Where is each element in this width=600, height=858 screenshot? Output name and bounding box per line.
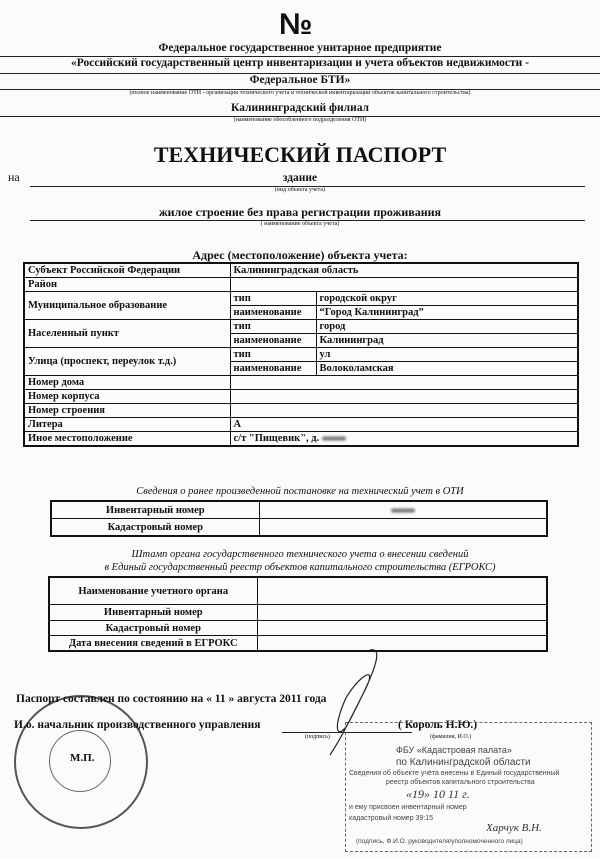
other-location-cell <box>230 432 578 447</box>
object-kind-note: (вид объекта учета) <box>275 187 325 193</box>
stamp-line: реестр объектов капитального строительства <box>386 779 535 786</box>
litera-label: Литера <box>24 418 230 432</box>
inventory-value <box>259 501 547 519</box>
stamp-line: (подпись, Ф.И.О. руководителя/уполномоченного лица) <box>356 838 523 845</box>
other-location-label: Иное местоположение <box>24 432 230 447</box>
authority-label: Наименование учетного органа <box>49 577 257 605</box>
compiled-date: Паспорт составлен по состоянию на « 11 » августа 2011 года <box>16 693 327 705</box>
settlement-type: город <box>316 320 578 334</box>
building-value <box>230 404 578 418</box>
signer-name: ( Король Н.Ю.) <box>398 719 478 731</box>
cadastral-label: Кадастровый номер <box>49 621 257 636</box>
cadastral-label: Кадастровый номер <box>51 519 259 537</box>
number-sign: № <box>279 8 313 41</box>
stamp-line: кадастровый номер 39:15 <box>349 815 434 822</box>
cadastral-value <box>257 621 547 636</box>
name-label: наименование <box>230 306 316 320</box>
subject-label: Субъект Российской Федерации <box>24 263 230 278</box>
district-value <box>230 278 578 292</box>
house-value <box>230 376 578 390</box>
prior-registration-heading: Сведения о ранее произведенной постановке на технический учет в ОТИ <box>136 486 464 497</box>
branch-note: (наименование обособленного подразделения ОТИ) <box>233 117 367 123</box>
object-name: жилое строение без права регистрации проживания <box>158 205 442 219</box>
house-label: Номер дома <box>24 376 230 390</box>
date-label: Дата внесения сведений в ЕГРОКС <box>49 636 257 652</box>
stamp-line: Сведения об объекте учёта внесены в Единый государственный <box>349 770 560 777</box>
street-type: ул <box>316 348 578 362</box>
type-label: тип <box>230 320 316 334</box>
address-heading: Адрес (местоположение) объекта учета: <box>192 248 408 262</box>
stamp-signature: Харчук В.Н. <box>486 822 542 834</box>
type-label: тип <box>230 292 316 306</box>
redacted-mark <box>391 508 415 513</box>
signature-note: (подпись) <box>305 734 330 740</box>
type-label: тип <box>230 348 316 362</box>
corpus-label: Номер корпуса <box>24 390 230 404</box>
org-line-3: Федеральное БТИ» <box>249 74 351 86</box>
name-label: наименование <box>230 362 316 376</box>
org-line-2: «Российский государственный центр инвентаризации и учета объектов недвижимости - <box>71 57 529 69</box>
authority-value <box>257 577 547 605</box>
object-prefix: на <box>8 170 20 184</box>
stamp-date: «19» 10 11 г. <box>406 787 470 801</box>
org-note: (полное наименование ОТИ - организации технического учета и технической инвентаризации объектов капитального строительства) <box>129 90 471 96</box>
subject-value: Калининградская область <box>230 263 578 278</box>
inventory-label: Инвентарный номер <box>49 605 257 621</box>
stamp-line: ФБУ «Кадастровая палата» <box>396 745 512 755</box>
signer-note: (фамилия, И.О.) <box>430 734 472 740</box>
corpus-value <box>230 390 578 404</box>
municipal-type: городской округ <box>316 292 578 306</box>
settlement-label: Населенный пункт <box>24 320 230 348</box>
prior-registration-table <box>50 500 548 537</box>
document-title: ТЕХНИЧЕСКИЙ ПАСПОРТ <box>153 142 447 167</box>
org-line-1: Федеральное государственное унитарное предприятие <box>158 42 442 54</box>
municipal-label: Муниципальное образование <box>24 292 230 320</box>
building-label: Номер строения <box>24 404 230 418</box>
object-kind: здание <box>282 172 318 184</box>
street-label: Улица (проспект, переулок т.д.) <box>24 348 230 376</box>
district-label: Район <box>24 278 230 292</box>
object-name-note: ( наименование объекта учета) <box>260 221 340 227</box>
cadastral-value <box>259 519 547 537</box>
stamp-line: и ему присвоен инвентарный номер <box>349 804 467 811</box>
redacted-mark <box>322 436 346 441</box>
street-name: Волоколамская <box>316 362 578 376</box>
branch-name: Калининградский филиал <box>231 102 369 114</box>
inventory-label: Инвентарный номер <box>51 501 259 519</box>
stamp-line: по Калининградской области <box>396 757 531 768</box>
name-label: наименование <box>230 334 316 348</box>
registration-stamp <box>345 722 592 852</box>
signer-position: И.о. начальник производственного управления <box>14 719 261 731</box>
egroks-heading-1: Штамп органа государственного технического учета о внесении сведений <box>131 549 469 560</box>
address-table <box>23 262 579 447</box>
other-location-value: с/т "Пищевик", д. <box>233 433 320 444</box>
inventory-value <box>257 605 547 621</box>
municipal-name: “Город Калининград” <box>316 306 578 320</box>
litera-value: А <box>230 418 578 432</box>
settlement-name: Калининград <box>316 334 578 348</box>
seal-place: М.П. <box>70 752 95 764</box>
egroks-heading-2: в Единый государственный реестр объектов капитального строительства (ЕГРОКС) <box>104 562 496 573</box>
